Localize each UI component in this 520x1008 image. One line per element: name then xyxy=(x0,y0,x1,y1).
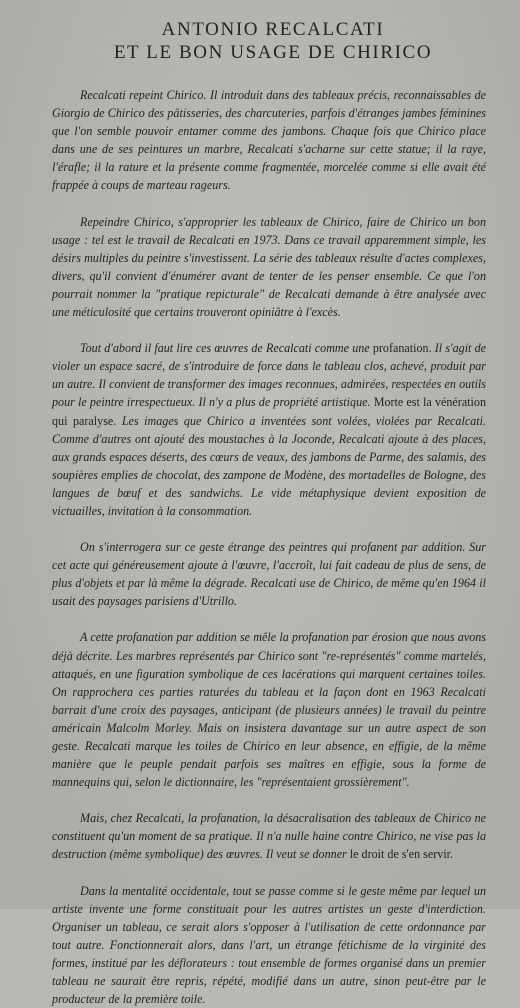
paragraph-5-run-1: A cette profanation par addition se mêle la profanation par érosion que nous avons déjà décrite. Les marbres représentés par Chirico sont "re-représentés" comme martelés, attaqués, en une figuration symbolique de ces lacérations qui marquent certaines toiles. On rapprochera ces parties raturées du tableau et la façon dont en 1963 Recalcati barrait d'une croix des paysages, anticipant (de plusieurs années) le travail du peintre américain Malcolm Morley. Mais on insistera davantage sur un autre aspect de son geste. Recalcati marque les toiles de Chirico en leur absence, en effigie, de la même manière que le peuple pendait parfois ses maîtres en effigie, sous la forme de mannequins qui, selon le dictionnaire, les "représentaient grossièrement". xyxy=(52,630,486,790)
paragraph-1-run-1: Recalcati repeint xyxy=(80,88,167,102)
paragraph-7 xyxy=(52,882,486,1008)
paragraph-1 xyxy=(52,86,486,195)
paragraph-3-run-4: Morte est la vénération qui paralyse. xyxy=(52,395,486,428)
paragraph-6-run-1: Mais, chez Recalcati, la profanation, la désacralisation des tableaux de Chirico ne constituent qu'un moment de sa pratique. Il n'a nulle haine contre Chirico, ne vise pas la destruction (même symbolique) des œuvres. Il veut se donner xyxy=(52,811,486,862)
title-line-2: ET LE BON USAGE DE CHIRICO xyxy=(113,42,433,63)
paragraph-3-run-2: profanation. xyxy=(372,341,435,356)
paragraph-1-run-2: Chirico. xyxy=(166,88,211,102)
paragraph-2-run-1: Repeindre Chirico, s'approprier les tableaux de Chirico, faire de Chirico un bon usage : tel est le travail de Recalcati en 1973. Dans ce travail apparemment simple, les désirs multiples du peintre s'investissent. La série des tableaux résulte d'actes complexes, divers, qu'il convient d'énumérer avant de tenter de les penser ensemble. Ce que l'on pourrait nommer la "pratique repicturale" de Recalcati demande à être analysée avec une méticulosité que certains trouveront opiniâtre à l'excès. xyxy=(52,214,486,320)
paragraph-5 xyxy=(52,628,486,791)
paragraph-4 xyxy=(52,538,486,610)
paragraph-3-run-1: Tout d'abord il faut lire ces œuvres de Recalcati comme une xyxy=(80,341,373,356)
paragraph-4-run-1: On s'interrogera sur ce geste étrange des peintres qui profanent par addition. Sur cet acte qui généreusement ajoute à l'œuvre, l'accroît, lui fait cadeau de plus de sens, de plus d'objets et par là même la dégrade. Recalcati use de Chirico, de même qu'en 1964 il usait des paysages parisiens d'Utrillo. xyxy=(52,540,486,609)
title-line-1: ANTONIO RECALCATI xyxy=(161,19,385,40)
paragraph-6-run-2: le droit de s'en servir. xyxy=(349,847,454,862)
article-title xyxy=(52,18,486,64)
paragraph-7-run-1: Dans la mentalité occidentale, tout se passe comme si le geste même par lequel un artiste invente une forme constituait pour les autres artistes un geste d'interdiction. Organiser un tableau, ce serait alors s'opposer à l'utilisation de cette ordonnance par tout autre. Fonctionnerait alors, dans l'art, un étrange fétichisme de la virginité des formes, institué par les déflorateurs : tout ensemble de formes organisé dans un premier tableau ne saurait être repris, répété, modifié dans un autre, sinon peut-être par le producteur de la première toile. xyxy=(52,883,486,1007)
paragraph-2 xyxy=(52,213,486,322)
paragraph-3 xyxy=(52,339,486,520)
paragraph-3-run-5: Les images que Chirico a inventées sont volées, violées par Recalcati. Comme d'autres ont ajouté des moustaches à la Joconde, Recalcati ajoute à des places, aux grands espaces déserts, des cœurs de veaux, des jambons de Parme, des salamis, des soupières emplies de chocolat, des zampone de Modène, des mortadelles de Bologne, des langues de bœuf et des sandwichs. Le vide métaphysique devient exposition de victuailles, invitation à la consommation. xyxy=(52,413,486,518)
paragraph-1-run-3: Il introduit dans des tableaux précis, reconnaissables de Giorgio de Chirico des pâtisseries, des charcuteries, parfois d'étranges jambes féminines que l'on semble pouvoir entamer comme des jambons. Chaque fois que Chirico place dans une de ses peintures un marbre, Recalcati s'acharne sur cette statue; il la raye, l'érafle; il la rature et la présente comme fragmentée, morcelée comme si elle avait été frappée à coups de marteau rageurs. xyxy=(52,88,486,193)
paragraph-3-run-3: Il s'agit de violer un espace sacré, de s'introduire de force dans le tableau clos, achevé, produit par un autre. Il convient de transformer des images reconnues, admirées, respectées en outils pour le peintre irrespectueux. Il n'y a plus de propriété artistique. xyxy=(52,341,486,410)
paragraph-6 xyxy=(52,809,486,863)
article-body xyxy=(52,86,486,1008)
